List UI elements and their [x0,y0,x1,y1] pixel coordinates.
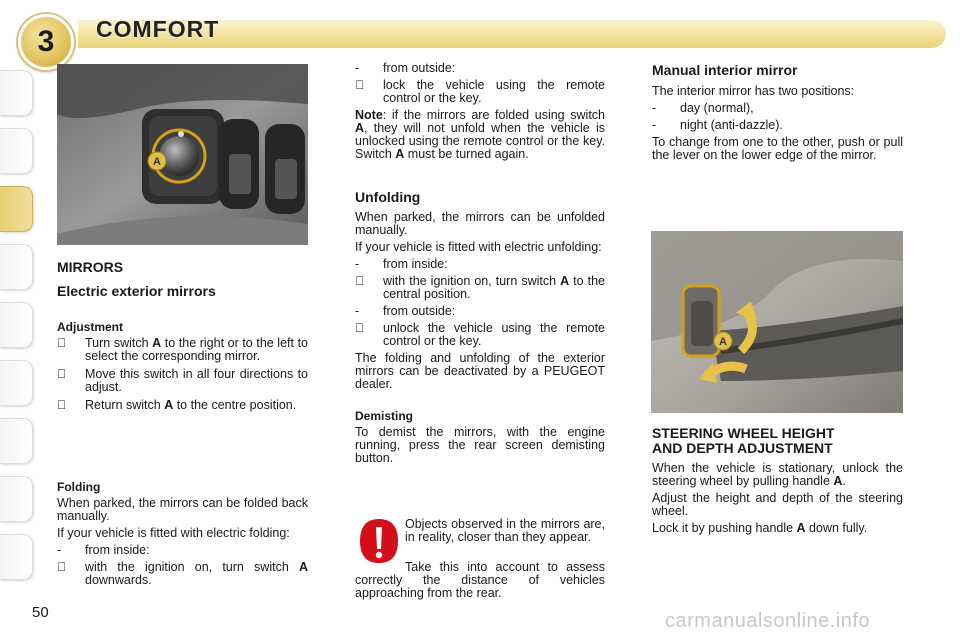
warning-icon [358,517,400,565]
chapter-number-badge [18,14,74,70]
interior-para-1: The interior mirror has two positions: [652,84,855,98]
side-tab-6[interactable] [0,360,33,406]
side-tab-8[interactable] [0,476,33,522]
unfolding-para-3: The folding and unfolding of the exterior mirrors can be deactivated by a PEUGEOT dealer. [355,351,605,391]
photo-label-a-2: A [719,336,727,348]
photo-label-a: A [153,156,161,168]
unfolding-dash-1: - from inside: [355,257,448,271]
unfolding-para-1: When parked, the mirrors can be unfolded manually. [355,210,605,237]
outside-dash: - from outside: [355,61,456,75]
unfolding-para-2: If your vehicle is fitted with electric unfolding: [355,240,602,254]
bullet-hand-icon [57,399,77,412]
adjustment-section [57,320,308,412]
interior-para-2: To change from one to the other, push or pull the lever on the lower edge of the mirror. [652,135,903,162]
interior-mirror-heading: Manual interior mirror [652,62,798,78]
steering-para-2: Adjust the height and depth of the steering wheel. [652,491,903,518]
folding-heading: Folding [57,480,101,494]
mirrors-heading: MIRRORS [57,259,124,275]
unfolding-item-2: unlock the vehicle using the remote control or the key. [355,322,605,348]
folding-para-1: When parked, the mirrors can be folded back manually. [57,496,308,523]
electric-mirrors-heading: Electric exterior mirrors [57,283,216,299]
side-tab-2[interactable] [0,128,33,174]
adjustment-item-1: Turn switch A to the right or to the left to select the corresponding mirror. [57,337,308,363]
steering-handle-photo [651,231,903,413]
bullet-hand-icon [355,275,375,288]
bullet-hand-icon [355,322,375,335]
lock-item: lock the vehicle using the remote control or the key. [355,79,605,105]
side-tab-3-active[interactable] [0,186,33,232]
interior-dash-1: - day (normal), [652,101,754,115]
side-tab-4[interactable] [0,244,33,290]
adjustment-item-2: Move this switch in all four directions to adjust. [57,368,308,394]
interior-dash-2: - night (anti-dazzle). [652,118,783,132]
chapter-number: 3 [37,25,55,58]
side-tab-7[interactable] [0,418,33,464]
side-tab-1[interactable] [0,70,33,116]
side-tab-9[interactable] [0,534,33,580]
demisting-heading: Demisting [355,409,414,423]
folding-item-1: with the ignition on, turn switch A downwards. [57,561,308,587]
note-paragraph: Note: if the mirrors are folded using switch A, they will not unfold when the vehicle is unlocked using the remote control or the key. Switch A must be turned again. [355,108,605,161]
unfolding-item-1: with the ignition on, turn switch A to the central position. [355,275,605,301]
adjustment-item-3: Return switch A to the centre position. [57,399,308,412]
bullet-hand-icon [57,561,77,574]
bullet-hand-icon [57,368,77,381]
column-3-top [652,62,903,162]
unfolding-dash-2: - from outside: [355,304,456,318]
page-number: 50 [32,604,49,621]
folding-dash-1: - from inside: [57,543,150,557]
page-title: COMFORT [96,16,220,42]
adjustment-heading: Adjustment [57,320,123,334]
bullet-hand-icon [57,337,77,350]
column-3-bottom [652,426,903,535]
steering-para-1: When the vehicle is stationary, unlock the steering wheel by pulling handle A. [652,461,903,488]
folding-section [57,480,308,587]
folding-para-2: If your vehicle is fitted with electric folding: [57,526,290,540]
demisting-text: To demist the mirrors, with the engine running, press the rear screen demisting button. [355,425,605,465]
steering-heading: STEERING WHEEL HEIGHT AND DEPTH ADJUSTMENT [652,425,835,456]
mirror-switch-photo [57,64,308,245]
bullet-hand-icon [355,79,375,92]
side-tab-5[interactable] [0,302,33,348]
unfolding-heading: Unfolding [355,189,421,205]
watermark: carmanualsonline.info [665,610,871,632]
column-2 [355,62,605,465]
steering-para-3: Lock it by pushing handle A down fully. [652,521,868,535]
warning-para-2: Take this into account to assess correctly the distance of vehicles approaching from the rear. [355,560,605,600]
warning-para-1: Objects observed in the mirrors are, in reality, closer than they appear. [405,517,605,544]
